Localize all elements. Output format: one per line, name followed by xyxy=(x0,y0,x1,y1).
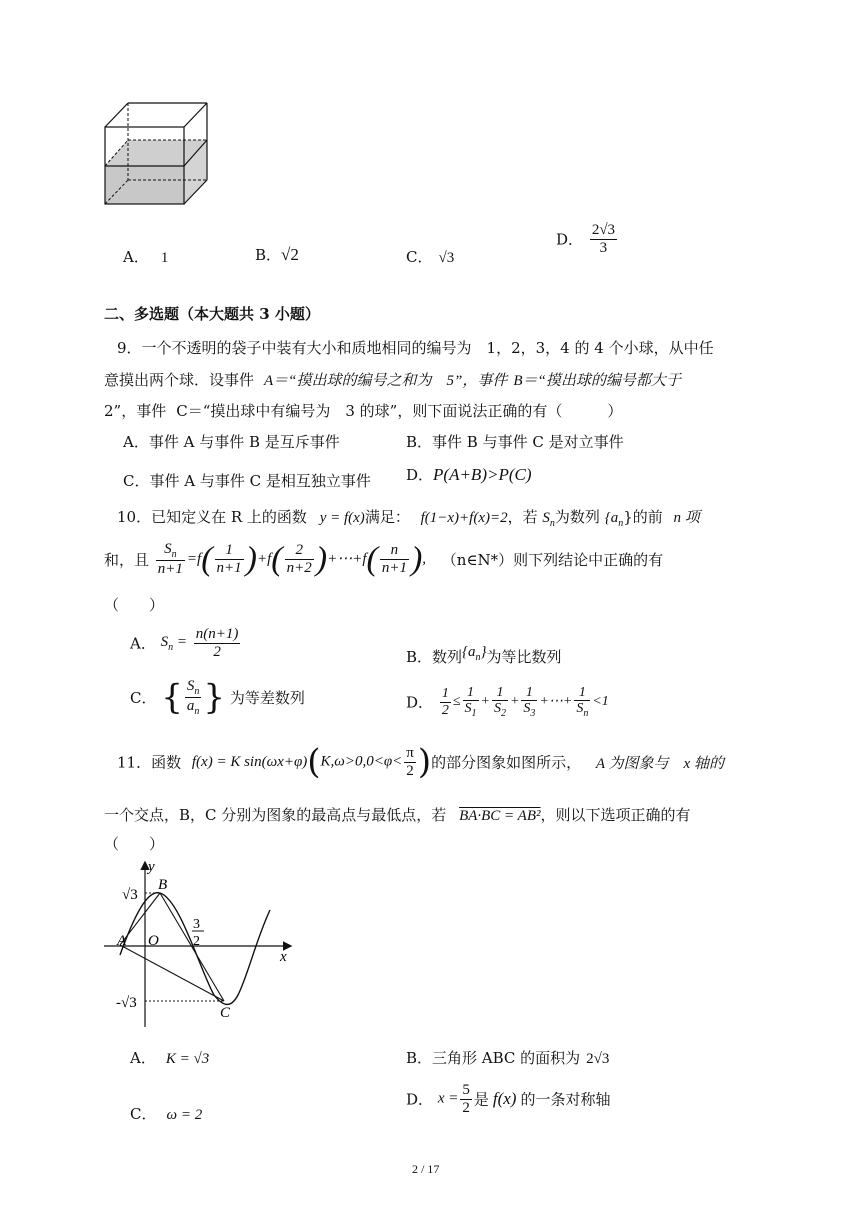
q10-line2: 和，且 $\frac{S_n}{n+1}$ =f( $\frac{1}{n+1}$ )+f( $\frac{2}{n+2}$ )+⋯+f( $\frac{n}{n+1}$ ), （n∈N*）则下列结论中正确的有 xyxy=(104,540,664,578)
q10-option-d: D． $\frac{1}{2}$ ≤ $\frac{1}{S_1}$ + $\frac{1}{S_2}$ + $\frac{1}{S_3}$ +⋯+ $\frac{1}{S_n}$ <1 xyxy=(406,685,609,720)
graph-label-y: y xyxy=(148,859,155,875)
q10-option-b: B．数列$\{a_n\}$为等比数列 xyxy=(406,644,562,666)
graph-label-x: x xyxy=(280,949,287,965)
cube-choice-c: C． √3 xyxy=(406,248,455,266)
q9-option-d: D．P(A+B)>P(C) xyxy=(406,465,532,484)
page-number: 2 / 17 xyxy=(412,1162,440,1176)
q11-option-a: A． K = √3 xyxy=(130,1049,210,1067)
graph-label-A: A xyxy=(117,933,127,949)
q9-option-a: A．事件 A 与事件 B 是互斥事件 xyxy=(123,433,340,451)
q11-option-d: D． x = $\frac{5}{2}$ 是 f(x) 的一条对称轴 xyxy=(406,1082,611,1116)
q9-line3: 2”，事件 C＝“摸出球中有编号为 3 的球”，则下面说法正确的有（ ） xyxy=(104,402,623,420)
q9-option-b: B．事件 B 与事件 C 是对立事件 xyxy=(406,433,624,451)
q11-option-b: B．三角形 ABC 的面积为 2√3 xyxy=(406,1049,610,1067)
q9-line1: 9．一个不透明的袋子中装有大小和质地相同的编号为 1，2，3，4 的 4 个小球，从中任 xyxy=(117,339,714,357)
q10-option-c: C． { $\frac{S_n}{a_n}$ } 为等差数列 xyxy=(130,677,305,718)
q9-line2: 意摸出两个球．设事件 A＝“摸出球的编号之和为 5”，事件 B＝“摸出球的编号都大于 xyxy=(104,371,681,389)
q11-line1: 11．函数 f(x) = K sin(ωx+φ)(K,ω>0,0<φ< $\frac{\pi}{2}$ )的部分图象如图所示， A 为图象与 x 轴的 xyxy=(117,742,724,782)
q11-paren: （ ） xyxy=(104,835,165,853)
cube-figure xyxy=(100,100,212,208)
graph-label-sqrt3: √3 xyxy=(122,887,138,903)
graph-label-C: C xyxy=(220,1005,231,1021)
q11-line2: 一个交点，B，C 分别为图象的最高点与最低点，若 BA·BC = AB²，则以下选项正确的有 xyxy=(104,806,691,824)
q10-line1: 10．已知定义在 R 上的函数 y = f(x)满足： f(1−x)+f(x)=2，若 $S_n$为数列 $\{a_n\}$的前 n 项 xyxy=(117,508,700,529)
cube-choice-b: B．√2 xyxy=(255,245,299,264)
cube-choice-a: A． 1 xyxy=(123,248,169,266)
sine-graph xyxy=(100,855,300,1035)
graph-label-neg-sqrt3: -√3 xyxy=(116,995,137,1011)
graph-label-B: B xyxy=(158,877,168,893)
q10-paren: （ ） xyxy=(104,596,165,614)
cube-choice-d: D． $\frac{2√3}{3}$ xyxy=(556,222,616,256)
graph-label-three: 3 xyxy=(193,917,200,932)
q10-option-a: A． $S_n$ = $\frac{n(n+1)}{2}$ xyxy=(130,626,239,660)
section-title: 二、多选题（本大题共 3 小题） xyxy=(104,305,320,323)
q9-option-c: C．事件 A 与事件 C 是相互独立事件 xyxy=(123,472,371,490)
q11-option-c: C． ω = 2 xyxy=(130,1105,203,1123)
graph-label-two: 2 xyxy=(193,934,200,949)
graph-label-O: O xyxy=(148,933,159,949)
